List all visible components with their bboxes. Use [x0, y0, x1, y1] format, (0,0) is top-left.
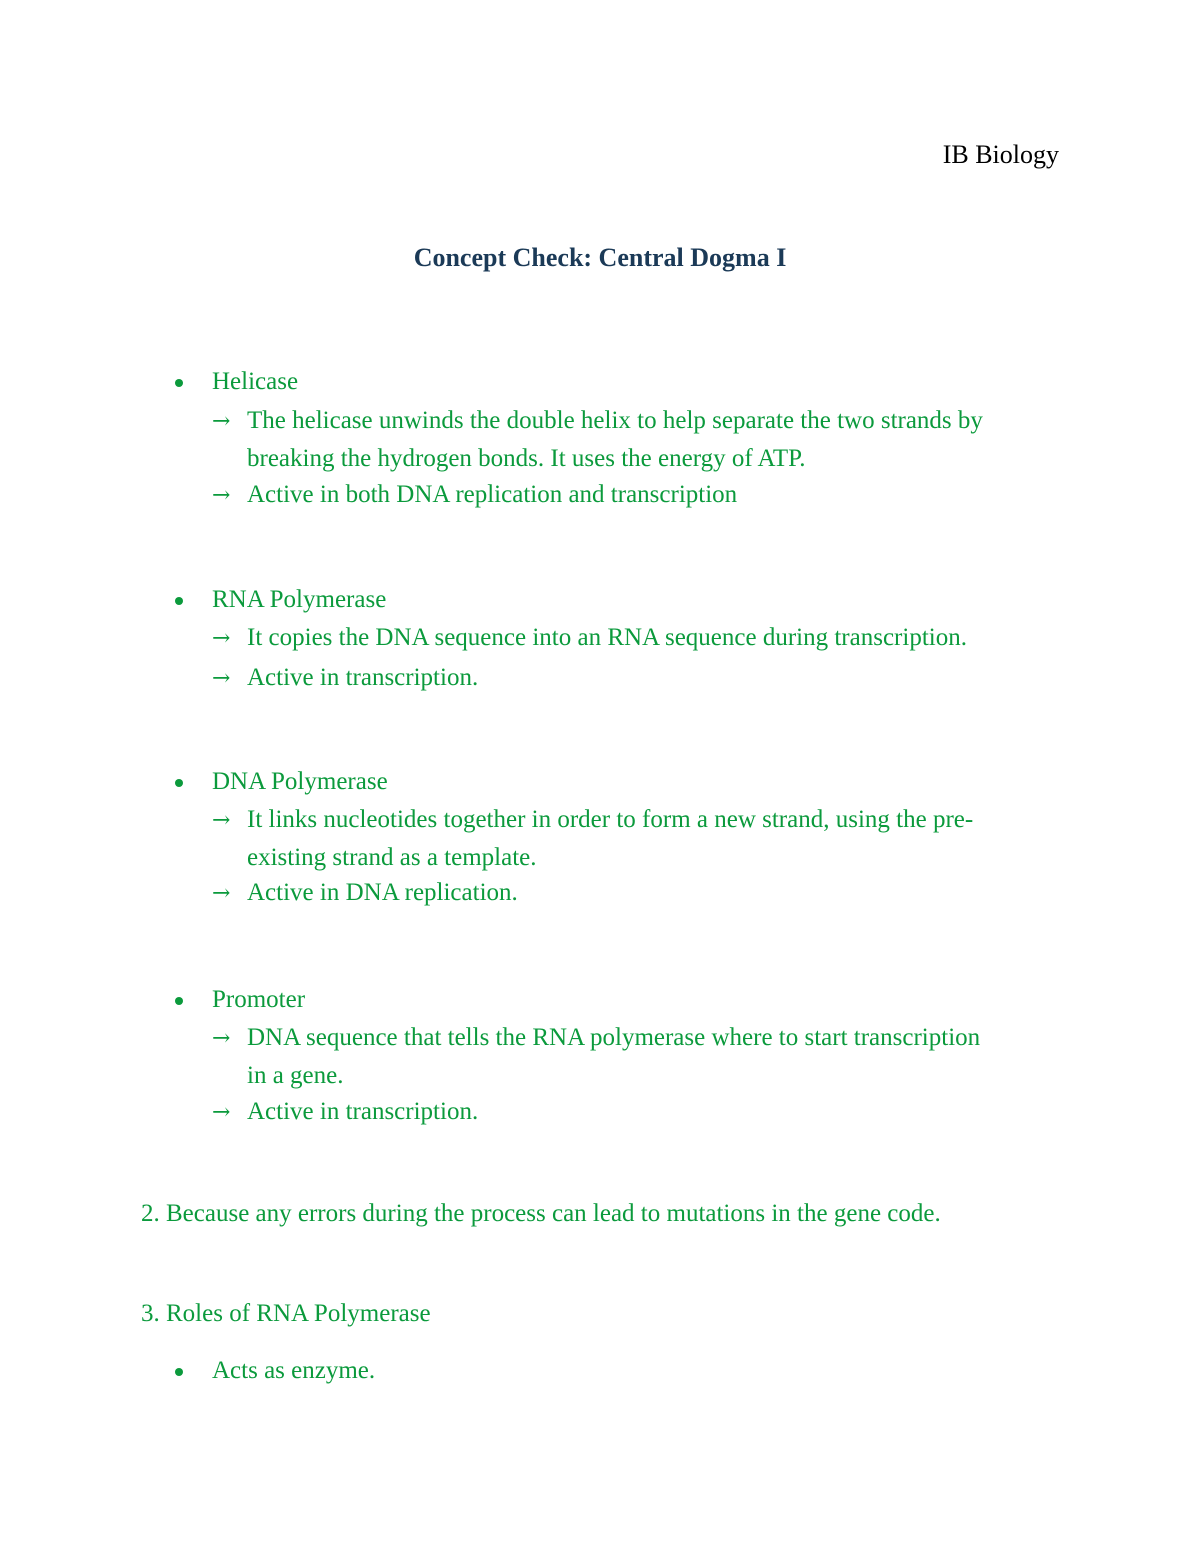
right-arrow-icon: → — [212, 1026, 231, 1051]
term-name: RNA Polymerase — [212, 586, 387, 613]
description-line-1b: in a gene. — [247, 1062, 344, 1089]
bullet-icon — [175, 379, 183, 387]
right-arrow-icon: → — [212, 808, 231, 833]
page-title: Concept Check: Central Dogma I — [413, 243, 787, 272]
term-name: Helicase — [212, 368, 299, 395]
right-arrow-icon: → — [212, 626, 231, 651]
term-activity: → Active in both DNA replication and transcription — [212, 476, 1082, 514]
term-name: Promoter — [212, 986, 306, 1013]
bullet-icon — [175, 597, 183, 605]
term-activity: → Active in transcription. — [212, 659, 1082, 697]
description-line-1a: The helicase unwinds the double helix to help separate the two strands by — [247, 407, 983, 434]
term-name: DNA Polymerase — [212, 768, 388, 795]
right-arrow-icon: → — [212, 881, 231, 906]
course-label: IB Biology — [942, 140, 1059, 169]
term-activity: → Active in transcription. — [212, 1093, 1082, 1131]
answer-2: 2. Because any errors during the process can lead to mutations in the gene code. — [141, 1200, 941, 1227]
right-arrow-icon: → — [212, 409, 231, 434]
right-arrow-icon: → — [212, 1100, 231, 1125]
description-line-1b: existing strand as a template. — [247, 844, 537, 871]
description-line-1b: breaking the hydrogen bonds. It uses the energy of ATP. — [247, 445, 806, 472]
answer-3-heading: 3. Roles of RNA Polymerase — [141, 1300, 431, 1327]
right-arrow-icon: → — [212, 666, 231, 691]
bullet-icon — [175, 779, 183, 787]
term-description — [212, 402, 1082, 477]
term-description — [212, 801, 1082, 876]
bullet-icon — [175, 997, 183, 1005]
term-description: → It copies the DNA sequence into an RNA sequence during transcription. — [212, 619, 1082, 657]
description-line-1a: It links nucleotides together in order to form a new strand, using the pre- — [247, 806, 974, 833]
description-line-1a: DNA sequence that tells the RNA polymerase where to start transcription — [247, 1024, 981, 1051]
term-description — [212, 1019, 1082, 1094]
right-arrow-icon: → — [212, 483, 231, 508]
term-activity: → Active in DNA replication. — [212, 874, 1082, 912]
bullet-icon — [175, 1368, 183, 1376]
bullet-text: Acts as enzyme. — [212, 1357, 376, 1384]
